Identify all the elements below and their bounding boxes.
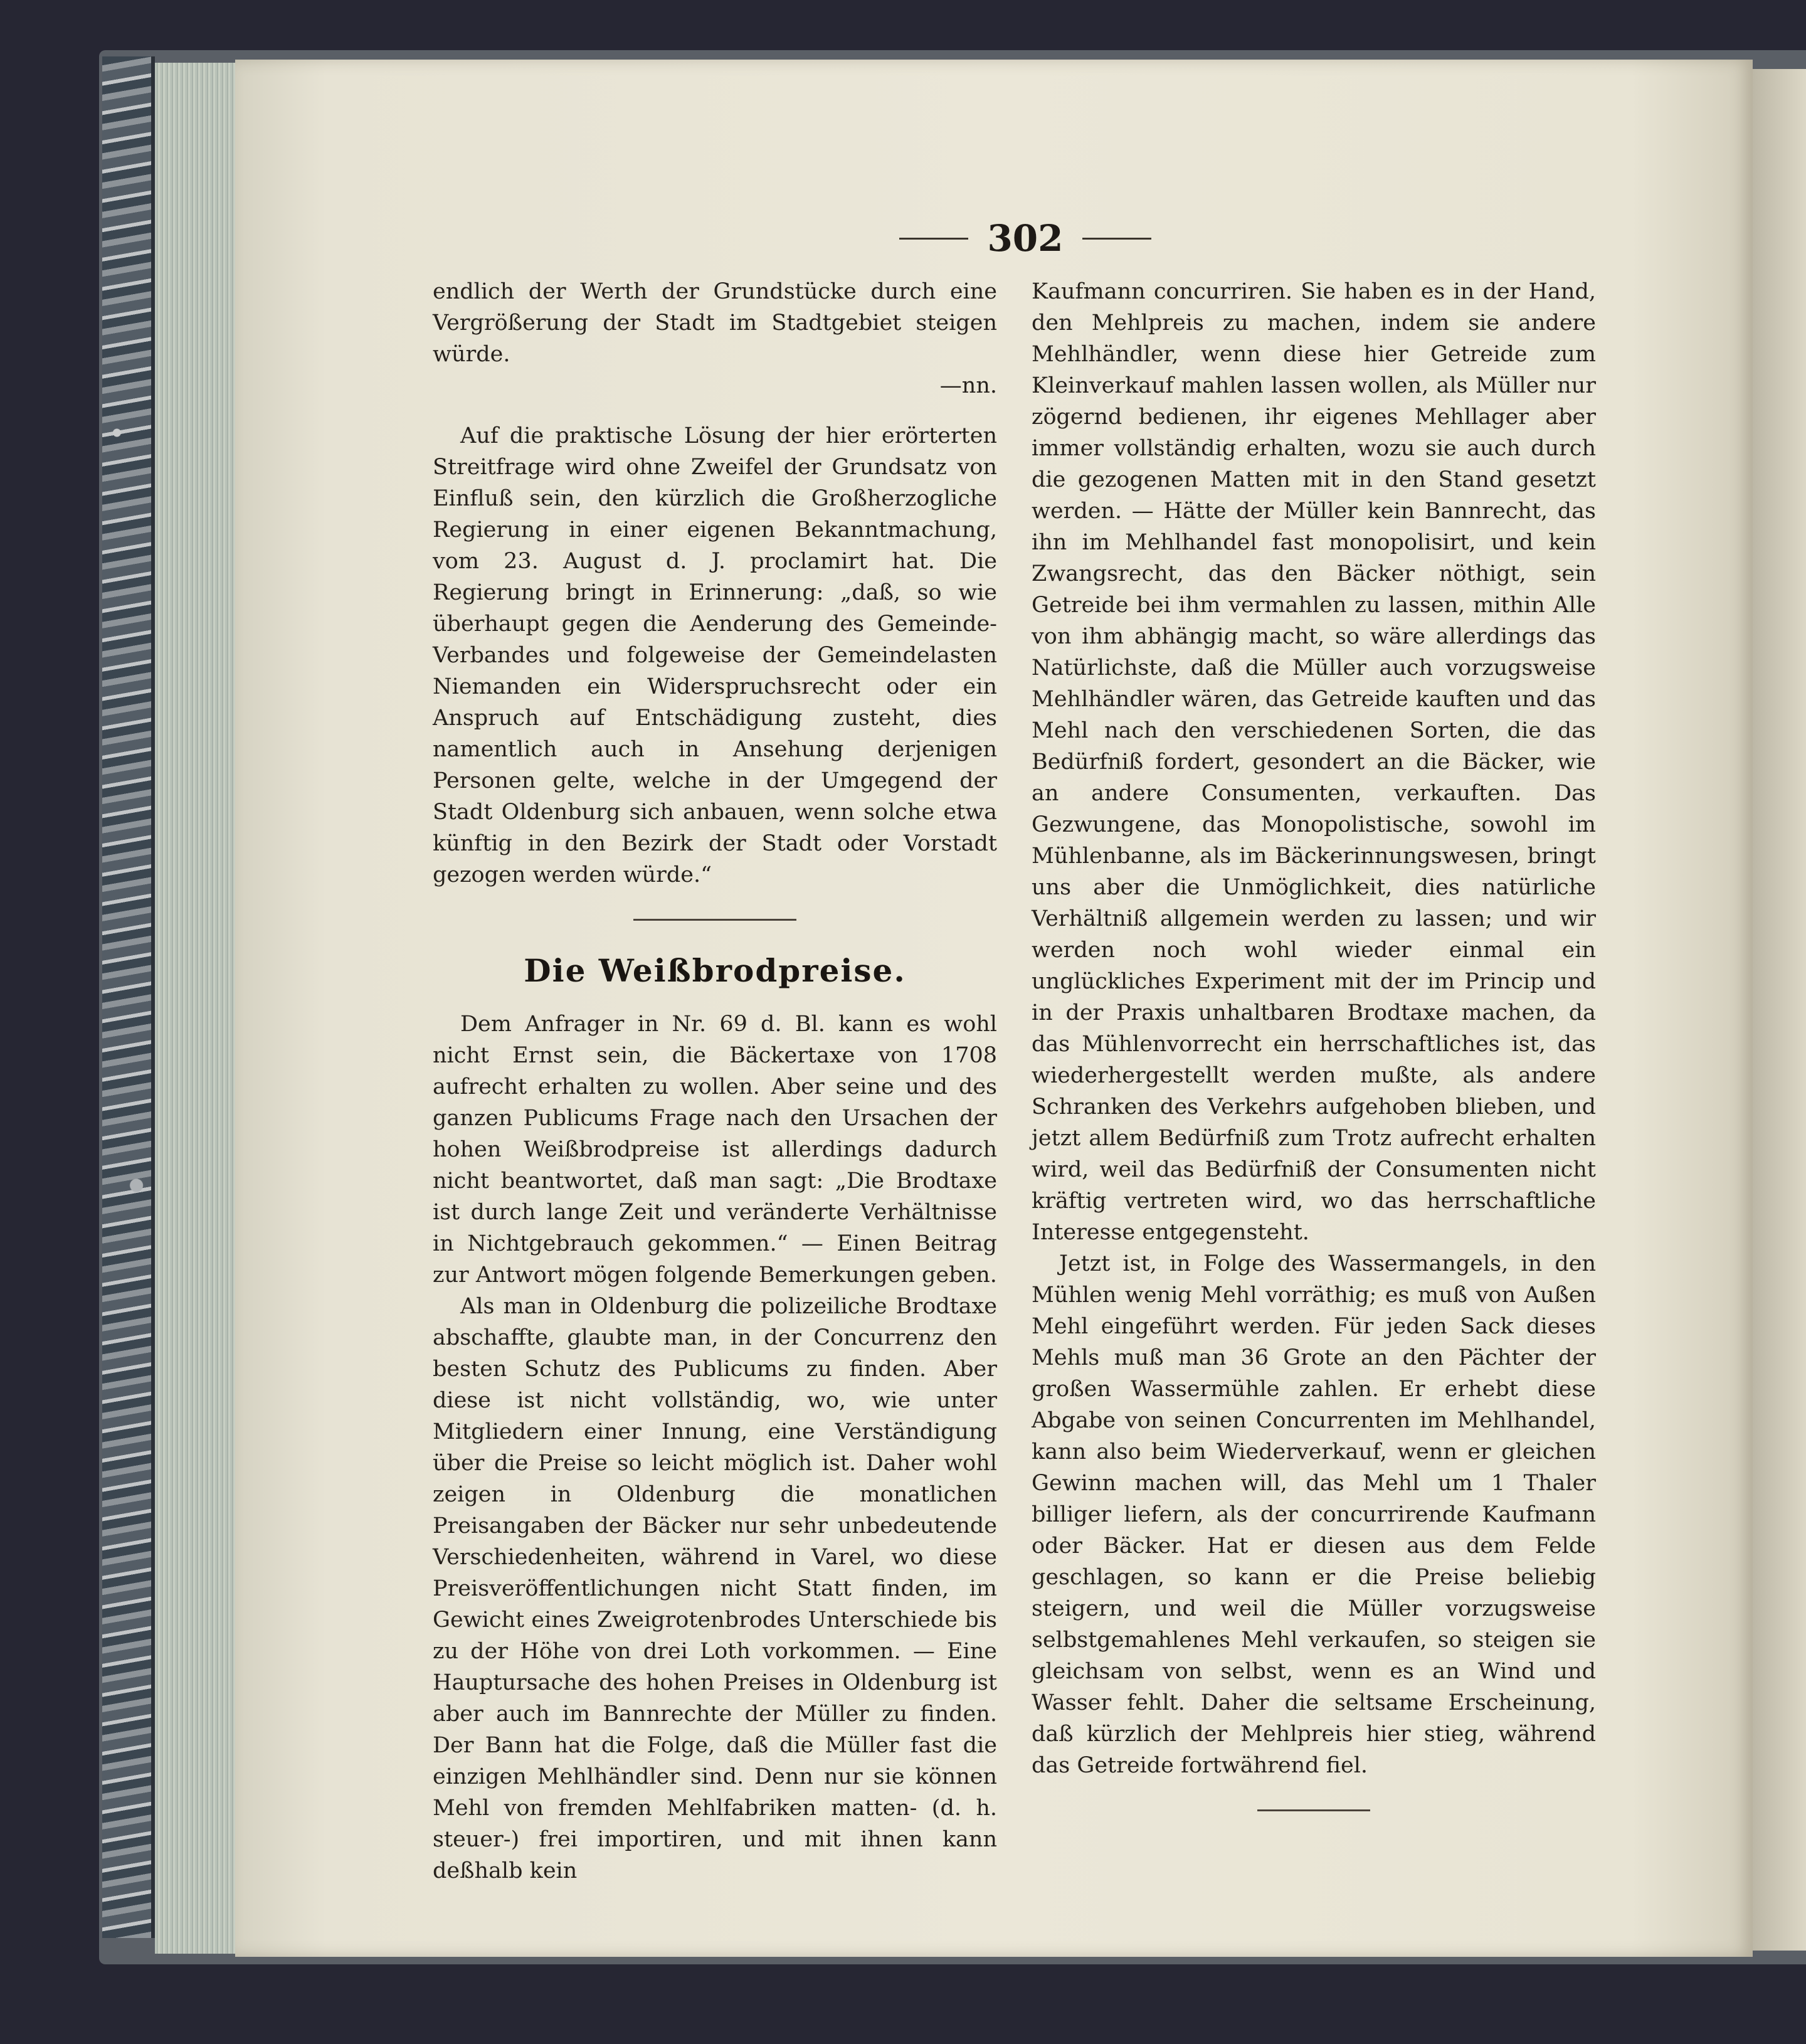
- facing-page-edge: [1753, 69, 1806, 1951]
- paragraph-competition: Als man in Oldenburg die polizeiliche Brodtaxe abschaffte, glaubte man, in der Concurrenz den besten Schutz des Publicums zu finden. Aber diese ist nicht vollständig, wo, wie unter Mitgliedern einer Innung, eine Verständigung über die Preise so leicht möglich ist. Daher wohl zeigen in Oldenburg die monatlichen Preisangaben der Bäcker nur sehr unbedeutende Verschiedenheiten, während in Varel, wo diese Preisveröffentlichungen nicht Statt finden, im Gewicht eines Zweigrotenbrodes Unterschiede bis zu der Höhe von drei Loth vorkommen. — Eine Hauptursache des hohen Preises in Oldenburg ist aber auch im Bannrechte der Müller zu finden. Der Bann hat die Folge, daß die Müller fast die einzigen Mehlhändler sind. Denn nur sie können Mehl von fremden Mehlfabriken matten- (d. h. steuer-) frei importiren, und mit ihnen kann deßhalb kein: [433, 1294, 997, 1883]
- section-title: Die Weißbrodpreise.: [524, 952, 906, 989]
- page-number: 302: [987, 217, 1064, 260]
- header-rule-left: [899, 238, 968, 240]
- page-edges: [155, 63, 237, 1954]
- paragraph-government-notice: Auf die praktische Lösung der hier erörterten Streitfrage wird ohne Zweifel der Grundsatz von Einfluß sein, den kürzlich die Großherzogliche Regierung in einer eigenen Bekanntmachung, vom 23. August d. J. proclamirt hat. Die Regierung bringt in Erinnerung: „daß, so wie überhaupt gegen die Aenderung des Gemeinde-Verbandes und folgeweise der Gemeindelasten Niemanden ein Widerspruchsrecht oder ein Anspruch auf Entschädigung zusteht, dies namentlich auch in Ansehung derjenigen Personen gelte, welche in der Umgegend der Stadt Oldenburg sich anbauen, wenn solche etwa künftig in den Bezirk der Stadt oder Vorstadt gezogen werden würde.“: [433, 423, 997, 887]
- right-column: [1032, 276, 1596, 1811]
- paragraph-merchant: Kaufmann concurriren. Sie haben es in der Hand, den Mehlpreis zu machen, indem sie andere Mehlhändler, wenn diese hier Getreide zum Kleinverkauf mahlen lassen wollen, als Müller nur zögernd bedienen, ihr eigenes Mehllager aber immer vollständig erhalten, wozu sie auch durch die gezogenen Matten mit in den Stand gesetzt werden. — Hätte der Müller kein Bannrecht, das ihn im Mehlhandel fast monopolisirt, und kein Zwangsrecht, das den Bäcker nöthigt, sein Getreide bei ihm vermahlen zu lassen, mithin Alle von ihm abhängig macht, so wäre allerdings das Natürlichste, daß die Müller auch vorzugsweise Mehlhändler wären, das Getreide kauften und das Mehl nach den verschiedenen Sorten, die das Bedürfniß fordert, gesondert an die Bäcker, wie an andere Consumenten, verkauften. Das Gezwungene, das Monopolistische, sowohl im Mühlenbanne, als im Bäckerinnungswesen, bringt uns aber die Unmöglichkeit, dies natürliche Verhältniß allgemein werden zu lassen; und wir werden noch wohl wieder einmal ein unglückliches Experiment mit der im Princip und in der Praxis unhaltbaren Brodtaxe machen, da das Mühlenvorrecht ein herrschaftliches ist, das wiederhergestellt werden mußte, als andere Schranken des Verkehrs aufgehoben blieben, und jetzt allem Bedürfniß zum Trotz aufrecht erhalten wird, weil das Bedürfniß der Consumenten nicht kräftig vertreten wird, wo das herrschaftliche Interesse entgegensteht.: [1032, 279, 1596, 1245]
- page-header: [853, 216, 1198, 260]
- paragraph-water-shortage: Jetzt ist, in Folge des Wassermangels, in den Mühlen wenig Mehl vorräthig; es muß von Außen Mehl eingeführt werden. Für jeden Sack dieses Mehls muß man 36 Grote an den Pächter der großen Wassermühle zahlen. Er erhebt diese Abgabe von seinen Concurrenten im Mehlhandel, kann also beim Wiederverkauf, wenn er gleichen Gewinn machen will, das Mehl um 1 Thaler billiger liefern, als der concurrirende Kaufmann oder Bäcker. Hat er diesen aus dem Felde geschlagen, so kann er die Preise beliebig steigern, und weil die Müller vorzugsweise selbstgemahlenes Mehl verkaufen, so steigen sie gleichsam von selbst, wenn es an Wind und Wasser fehlt. Daher die seltsame Erscheinung, daß kürzlich der Mehlpreis hier stieg, während das Getreide fortwährend fiel.: [1032, 1251, 1596, 1778]
- section-separator: [633, 919, 796, 921]
- paragraph-inquiry: Dem Anfrager in Nr. 69 d. Bl. kann es wohl nicht Ernst sein, die Bäckertaxe von 1708 aufrecht erhalten zu wollen. Aber seine und des ganzen Publicums Frage nach den Ursachen der hohen Weißbrodpreise ist allerdings dadurch nicht beantwortet, daß man sagt: „Die Brodtaxe ist durch lange Zeit und veränderte Verhältnisse in Nichtgebrauch gekommen.“ — Einen Beitrag zur Antwort mögen folgende Bemerkungen geben.: [433, 1012, 997, 1288]
- header-rule-right: [1082, 238, 1151, 240]
- author-signature: —nn.: [939, 373, 997, 398]
- marbled-cover-edge: [102, 56, 155, 1938]
- continuation-text: endlich der Werth der Grundstücke durch eine Vergrößerung der Stadt im Stadtgebiet steigen würde.: [433, 279, 997, 367]
- left-column: [433, 276, 997, 1887]
- end-separator: [1257, 1809, 1370, 1811]
